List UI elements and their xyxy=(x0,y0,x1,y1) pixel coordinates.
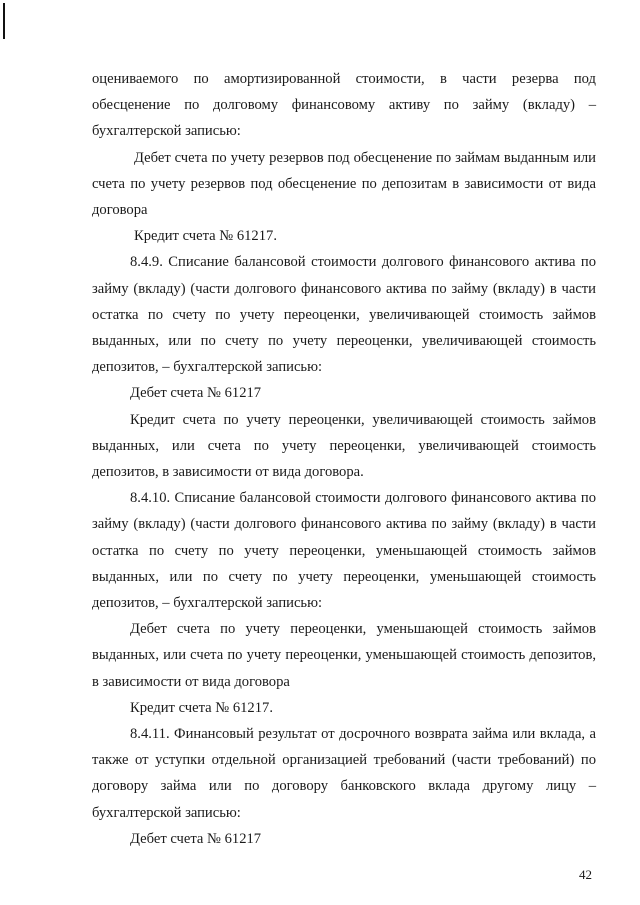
paragraph-credit-revaluation-increase: Кредит счета по учету переоценки, увеличивающей стоимость займов выданных, или счета по учету переоценки, увеличивающей стоимость депозитов, в зависимости от вида договора. xyxy=(92,411,596,481)
paragraph-debit-reserves: Дебет счета по учету резервов под обесценение по займам выданным или счета по учету резервов под обесценение по депозитам в зависимости от вида договора xyxy=(92,149,596,219)
paragraph-8-4-11: 8.4.11. Финансовый результат от досрочного возврата займа или вклада, а также от уступки отдельной организацией требований (части требований) по договору займа или по договору банковского вклада другому лицу – бухгалтерской записью: xyxy=(92,726,596,821)
scan-edge-mark xyxy=(3,3,5,39)
paragraph-continuation: оцениваемого по амортизированной стоимости, в части резерва под обесценение по долговому финансовому активу по займу (вкладу) – бухгалтерской записью: xyxy=(92,71,596,140)
paragraph-credit-61217-second: Кредит счета № 61217. xyxy=(130,699,273,716)
document-page xyxy=(92,66,596,852)
paragraph-8-4-10: 8.4.10. Списание балансовой стоимости долгового финансового актива по займу (вкладу) (части долгового финансового актива по займу (вкладу) в части остатка по счету по учету переоценки, уменьшающей стоимость займов выданных, или по счету по учету переоценки, уменьшающей стоимость депозитов, – бухгалтерской записью: xyxy=(92,490,596,612)
paragraph-8-4-9: 8.4.9. Списание балансовой стоимости долгового финансового актива по займу (вкладу) (части долгового финансового актива по займу (вкладу) в части остатка по счету по учету переоценки, увеличивающей стоимость займов выданных, или по счету по учету переоценки, увеличивающей стоимость депозитов, – бухгалтерской записью: xyxy=(92,254,596,376)
paragraph-debit-revaluation-decrease: Дебет счета по учету переоценки, уменьшающей стоимость займов выданных, или счета по учету переоценки, уменьшающей стоимость депозитов, в зависимости от вида договора xyxy=(92,621,596,690)
paragraph-debit-61217-final: Дебет счета № 61217 xyxy=(130,830,262,847)
page-number: 42 xyxy=(579,867,592,882)
paragraph-credit-61217: Кредит счета № 61217. xyxy=(134,228,277,245)
paragraph-debit-61217: Дебет счета № 61217 xyxy=(130,385,262,402)
